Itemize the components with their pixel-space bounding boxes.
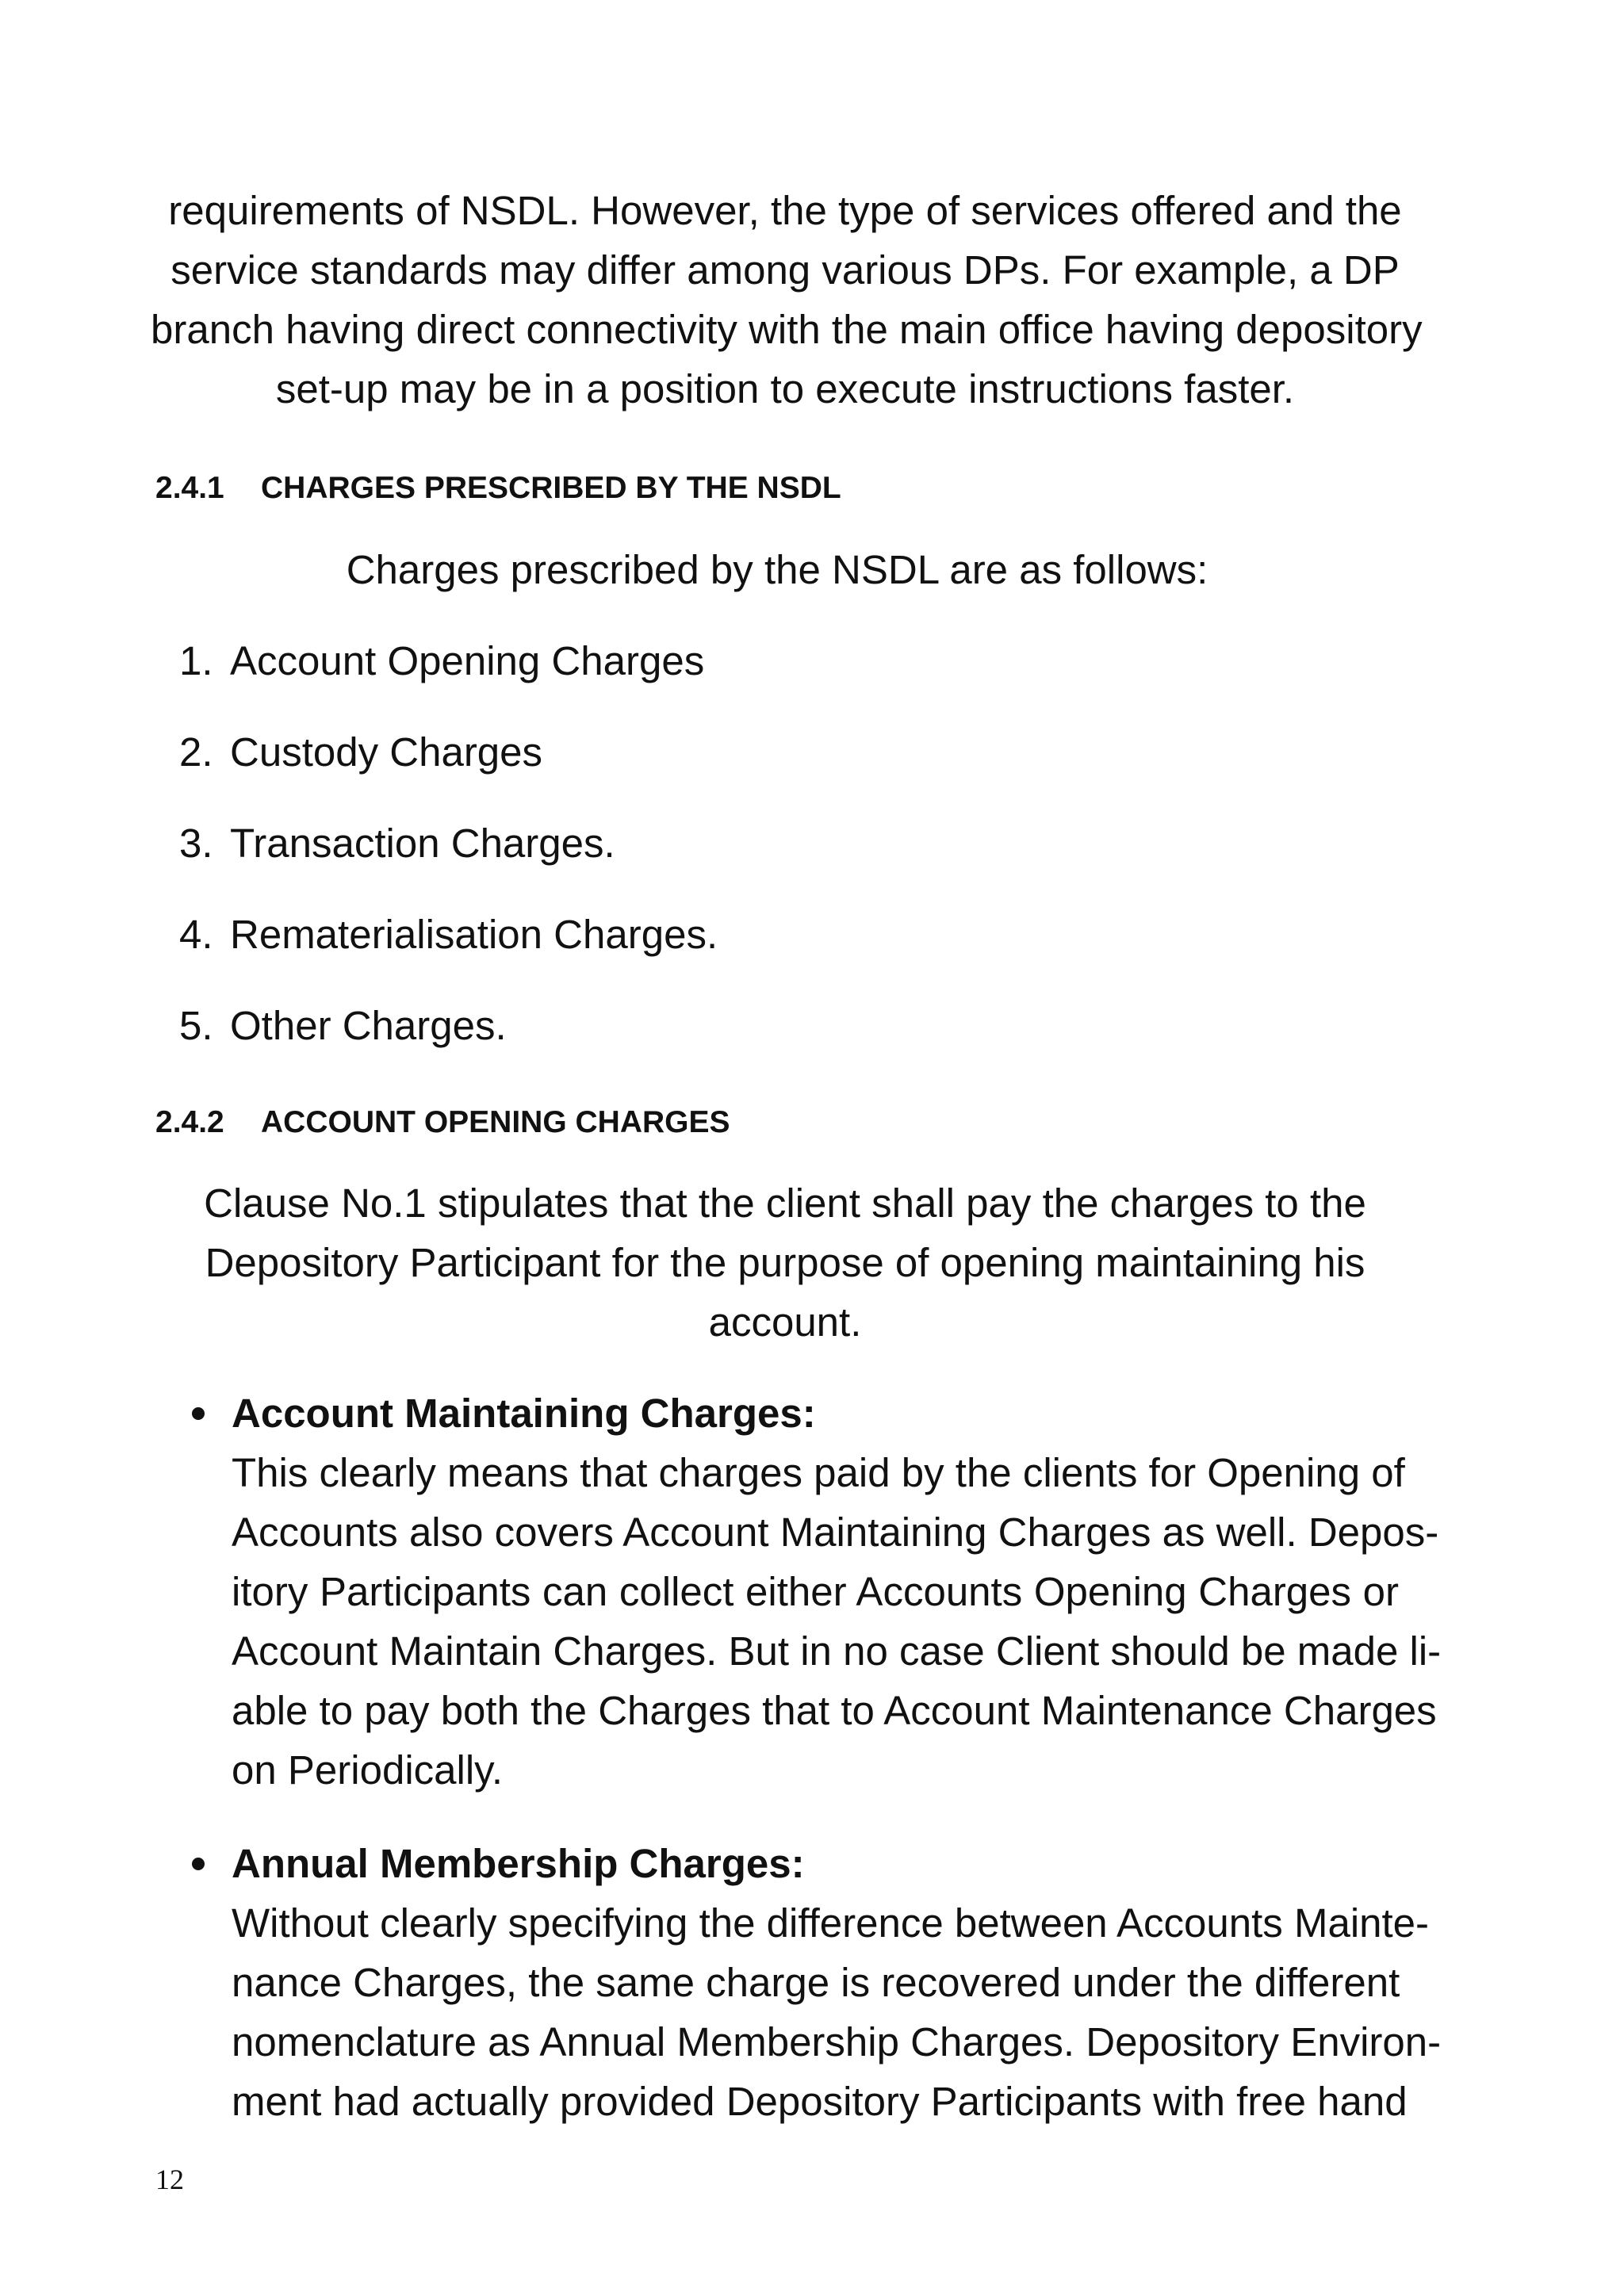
bullet-line: Account Maintain Charges. But in no case Client should be made li- xyxy=(232,1628,1442,1674)
list-index: 2. xyxy=(179,729,213,775)
bullet-line: on Periodically. xyxy=(232,1747,504,1793)
intro-line: requirements of NSDL. However, the type of services offered and the xyxy=(168,188,1402,233)
list-index: 3. xyxy=(179,821,213,866)
list-label: Account Opening Charges xyxy=(230,638,705,683)
bullet-line: nomenclature as Annual Membership Charges. Depository Environ- xyxy=(232,2019,1442,2064)
bullet-body xyxy=(232,1893,1442,2131)
intro-line: set-up may be in a position to execute instructions faster. xyxy=(275,366,1295,411)
intro-paragraph xyxy=(151,181,1423,419)
list-index: 4. xyxy=(179,912,213,957)
intro-line: service standards may differ among various DPs. For example, a DP xyxy=(170,247,1400,293)
page-number: 12 xyxy=(155,2164,184,2195)
bullet-dot-icon xyxy=(192,1407,205,1420)
list-index: 1. xyxy=(179,638,213,683)
list-index: 5. xyxy=(179,1003,213,1048)
list-item xyxy=(179,905,718,996)
clause-line: account. xyxy=(708,1299,862,1345)
section-title: ACCOUNT OPENING CHARGES xyxy=(261,1105,730,1139)
intro-line: branch having direct connectivity with the main office having depository xyxy=(151,307,1423,352)
clause-paragraph xyxy=(151,1173,1419,1352)
bullet-line: Accounts also covers Account Maintaining Charges as well. Depos- xyxy=(232,1510,1439,1555)
section-number: 2.4.1 xyxy=(155,471,224,505)
charges-lead-sentence: Charges prescribed by the NSDL are as follows: xyxy=(346,547,1208,592)
section-heading-2-4-1 xyxy=(155,471,841,506)
bullet-line: nance Charges, the same charge is recovered under the different xyxy=(232,1960,1400,2005)
bullet-annual-membership-charges xyxy=(197,1834,1442,2131)
section-title: CHARGES PRESCRIBED BY THE NSDL xyxy=(261,471,841,505)
list-label: Transaction Charges. xyxy=(230,821,615,866)
list-item xyxy=(179,813,718,905)
bullet-title: Account Maintaining Charges: xyxy=(232,1391,816,1436)
bullet-line: ment had actually provided Depository Participants with free hand xyxy=(232,2079,1408,2124)
bullet-account-maintaining-charges xyxy=(197,1383,1442,1800)
clause-line: Depository Participant for the purpose of opening maintaining his xyxy=(205,1240,1365,1285)
clause-line: Clause No.1 stipulates that the client shall pay the charges to the xyxy=(204,1181,1366,1226)
bullet-line: Without clearly specifying the difference between Accounts Mainte- xyxy=(232,1900,1430,1946)
section-heading-2-4-2 xyxy=(155,1105,730,1140)
list-label: Other Charges. xyxy=(230,1003,507,1048)
bullet-title: Annual Membership Charges: xyxy=(232,1841,805,1886)
list-label: Rematerialisation Charges. xyxy=(230,912,718,957)
list-item xyxy=(179,631,718,722)
charges-list xyxy=(179,631,718,1087)
list-item xyxy=(179,722,718,813)
bullet-line: able to pay both the Charges that to Account Maintenance Charges xyxy=(232,1688,1437,1733)
bullet-line: This clearly means that charges paid by the clients for Opening of xyxy=(232,1450,1405,1495)
list-item xyxy=(179,996,718,1087)
list-label: Custody Charges xyxy=(230,729,543,775)
bullet-body xyxy=(232,1443,1442,1800)
section-number: 2.4.2 xyxy=(155,1105,224,1139)
bullet-line: itory Participants can collect either Accounts Opening Charges or xyxy=(232,1569,1399,1614)
bullet-dot-icon xyxy=(192,1858,205,1870)
